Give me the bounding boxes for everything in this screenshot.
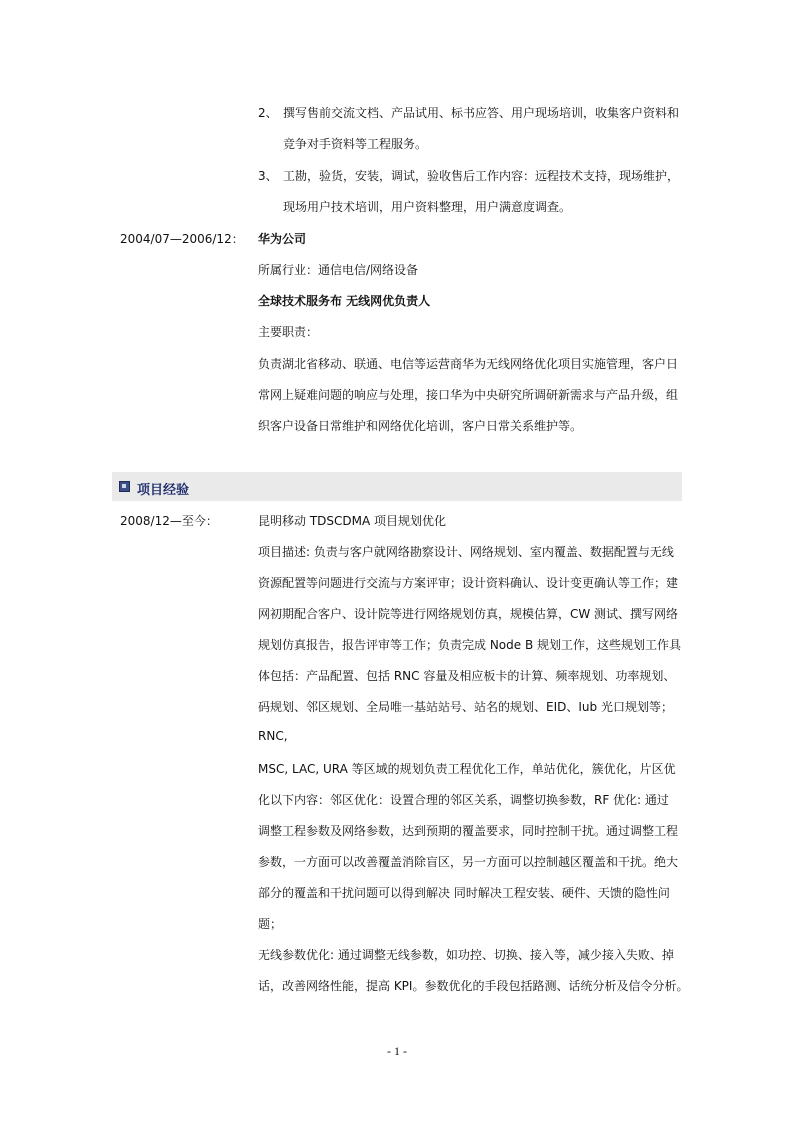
project-date-range: 2008/12—至今：: [120, 514, 218, 528]
job-position: 全球技术服务布 无线网优负责人: [258, 294, 431, 308]
duty-text-line: 工勘，验货，安装，调试，验收售后工作内容：远程技术支持，现场维护，: [283, 169, 680, 183]
job-duty-line: 织客户设备日常维护和网络优化培训，客户日常关系维护等。: [258, 419, 583, 433]
duty-text-line: 现场用户技术培训，用户资料整理，用户满意度调查。: [283, 200, 572, 214]
duty-number: 2、: [258, 106, 278, 120]
section-title: 项目经验: [137, 483, 190, 498]
duties-label: 主要职责：: [258, 325, 319, 339]
duty-number: 3、: [258, 169, 278, 183]
duty-text-line: 竞争对手资料等工程服务。: [283, 137, 428, 151]
project-desc-line: 网初期配合客户、设计院等进行网络规划仿真，规模估算，CW 测试、撰写网络: [258, 607, 679, 621]
section-header-project-experience: [112, 472, 682, 501]
project-desc-line: RNC,: [258, 729, 288, 743]
job-duty-line: 负责湖北省移动、联通、电信等运营商华为无线网络优化项目实施管理，客户日: [258, 357, 679, 371]
project-desc-line: 题；: [258, 917, 283, 931]
project-desc-line: 参数，一方面可以改善覆盖消除盲区，另一方面可以控制越区覆盖和干扰。绝大: [258, 855, 679, 869]
project-desc-line: 规划仿真报告，报告评审等工作；负责完成 Node B 规划工作，这些规划工作具: [258, 638, 681, 652]
project-desc-line: 资源配置等问题进行交流与方案评审；设计资料确认、设计变更确认等工作；建: [258, 576, 679, 590]
job-date-range: 2004/07—2006/12：: [120, 232, 244, 246]
duty-text-line: 撰写售前交流文档、产品试用、标书应答、用户现场培训，收集客户资料和: [283, 106, 680, 120]
page-number: - 1 -: [387, 1044, 407, 1058]
section-bullet-icon: [119, 481, 130, 492]
project-name: 昆明移动 TDSCDMA 项目规划优化: [258, 514, 446, 528]
job-duty-line: 常网上疑难问题的响应与处理，接口华为中央研究所调研新需求与产品升级，组: [258, 388, 679, 402]
project-desc-line: 项目描述: 负责与客户就网络勘察设计、网络规划、室内覆盖、数据配置与无线: [258, 545, 674, 559]
project-desc-line: 部分的覆盖和干扰问题可以得到解决 同时解决工程安装、硬件、天馈的隐性问: [258, 886, 670, 900]
job-industry: 所属行业：通信电信/网络设备: [258, 263, 419, 277]
project-desc-line: 化以下内容：邻区优化：设置合理的邻区关系，调整切换参数，RF 优化: 通过: [258, 793, 669, 807]
project-desc-line: 码规划、邻区规划、全局唯一基站站号、站名的规划、EID、Iub 光口规划等；: [258, 700, 673, 714]
project-desc-line: MSC, LAC, URA 等区域的规划负责工程优化工作，单站优化，簇优化，片区优: [258, 762, 676, 776]
project-desc-line: 话，改善网络性能，提高 KPI。参数优化的手段包括路测、话统分析及信令分析。: [258, 979, 689, 993]
company-name: 华为公司: [258, 232, 307, 246]
project-desc-line: 体包括：产品配置、包括 RNC 容量及相应板卡的计算、频率规划、功率规划、: [258, 669, 676, 683]
project-desc-line: 调整工程参数及网络参数，达到预期的覆盖要求，同时控制干扰。通过调整工程: [258, 824, 679, 838]
project-desc-line: 无线参数优化: 通过调整无线参数，如功控、切换、接入等，减少接入失败、掉: [258, 948, 674, 962]
